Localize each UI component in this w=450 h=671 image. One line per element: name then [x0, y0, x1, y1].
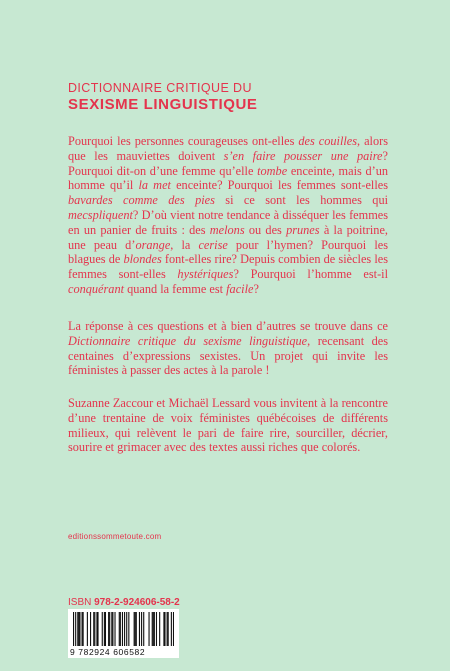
text-run: Pourquoi les personnes courageuses ont-elles: [68, 134, 299, 148]
barcode-bar: [102, 612, 103, 646]
barcode-bar: [93, 612, 94, 646]
paragraph-answer: [68, 319, 388, 378]
barcode-bar: [152, 612, 153, 646]
italic-text-run: orange: [135, 237, 171, 252]
italic-text-run: Dictionnaire critique du sexisme linguistique: [68, 333, 308, 348]
barcode-bar: [112, 612, 113, 646]
barcode-bar: [114, 612, 115, 646]
barcode-bar: [173, 612, 174, 646]
italic-text-run: mecspliquent: [68, 207, 133, 222]
barcode-bar: [97, 612, 98, 646]
barcode-bar: [73, 612, 74, 646]
barcode-bar: [79, 612, 80, 646]
text-run: , alors que les mauviettes doivent: [68, 134, 388, 163]
barcode-bar: [124, 612, 125, 646]
text-run: ou des: [244, 222, 287, 237]
italic-text-run: bavardes comme des pies: [68, 193, 215, 208]
barcode-bar: [128, 612, 129, 646]
barcode-bar: [119, 612, 120, 646]
barcode-bar: [90, 612, 91, 646]
italic-text-run: tombe: [257, 163, 288, 178]
barcode-bar: [109, 612, 110, 646]
barcode-bar: [78, 612, 79, 646]
text-run: quand la femme est: [124, 281, 227, 296]
barcode-bar: [82, 612, 83, 646]
barcode-bar: [120, 612, 121, 646]
barcode-bar: [134, 612, 135, 646]
barcode-bars: [73, 612, 174, 646]
barcode-bar: [136, 612, 137, 646]
text-run: pour l’hymen? Pourquoi les blagues de: [68, 237, 388, 267]
text-run: ?: [253, 281, 259, 296]
barcode-bar: [163, 612, 164, 646]
barcode-bar: [148, 612, 149, 646]
barcode-bar: [104, 612, 105, 646]
isbn-number: 978-2-924606-58-2: [94, 597, 180, 608]
barcode-bar: [108, 612, 109, 646]
barcode-bar: [87, 612, 88, 646]
italic-text-run: conquérant: [68, 281, 125, 296]
paragraph-authors: [68, 396, 388, 455]
barcode-bar: [154, 612, 155, 646]
italic-text-run: facile: [226, 281, 254, 296]
italic-text-run: des couilles: [298, 134, 358, 148]
barcode-bar: [141, 612, 142, 646]
barcode-bar: [75, 612, 76, 646]
isbn-line: [68, 598, 180, 608]
barcode-bar: [135, 612, 136, 646]
isbn-label: ISBN: [68, 597, 92, 608]
italic-text-run: blondes: [123, 252, 162, 267]
barcode-bar: [156, 612, 157, 646]
barcode-bar: [126, 612, 127, 646]
barcode: [68, 609, 179, 658]
barcode-digits: 9 782924 606582: [70, 646, 146, 657]
text-run: si ce sont les hommes qui: [214, 193, 389, 208]
barcode-bar: [143, 612, 144, 646]
italic-text-run: prunes: [286, 222, 320, 237]
text-run: Suzanne Zaccour et Michaël Lessard vous invitent à la rencontre d’une trentaine de voix féministes québécoises de différents milieux, qui relèvent le pari de faire rire, sourciller, décrier, sourire et grimacer avec des textes aussi riches que colorés.: [68, 396, 388, 455]
text-run: font-elles rire? Depuis combien de siècles les femmes sont-elles: [68, 252, 388, 282]
italic-text-run: s’en faire pousser une paire: [223, 148, 383, 163]
barcode-bar: [167, 612, 168, 646]
barcode-bar: [171, 612, 172, 646]
barcode-bar: [105, 612, 106, 646]
title-line-2: SEXISME LINGUISTIQUE: [68, 95, 258, 113]
text-run: enceinte? Pourquoi les femmes sont-elles: [170, 178, 388, 193]
text-run: ? D’où vient notre tendance à disséquer les femmes en un panier de fruits : des: [68, 207, 388, 237]
barcode-bar: [153, 612, 154, 646]
italic-text-run: hystériques: [177, 267, 234, 282]
barcode-bar: [168, 612, 169, 646]
barcode-bar: [111, 612, 112, 646]
text-run: , la: [170, 237, 199, 252]
barcode-bar: [122, 612, 123, 646]
text-run: La réponse à ces questions et à bien d’autres se trouve dans ce: [68, 319, 388, 333]
text-run: ? Pourquoi l’homme est-il: [233, 267, 389, 282]
italic-text-run: melons: [209, 222, 245, 237]
italic-text-run: la met: [138, 178, 171, 193]
barcode-bar: [94, 612, 95, 646]
barcode-bar: [96, 612, 97, 646]
text-run: enceinte, mais d’un homme qu’il: [68, 163, 388, 193]
publisher-website: editionssommetoute.com: [68, 532, 162, 541]
text-run: ? Pourquoi dit-on d’une femme qu’elle: [68, 148, 388, 178]
barcode-bar: [83, 612, 84, 646]
barcode-bar: [77, 612, 78, 646]
text-run: , recensant des centaines d’expressions sexistes. Un projet qui invite les féministes à passer des actes à la parole !: [68, 333, 388, 378]
barcode-bar: [139, 612, 140, 646]
book-title: [68, 82, 388, 112]
text-run: à la poitrine, une peau d’: [68, 222, 388, 252]
title-line-1: DICTIONNAIRE CRITIQUE DU: [68, 81, 252, 95]
italic-text-run: cerise: [198, 237, 228, 252]
paragraph-questions: [68, 134, 388, 297]
barcode-bar: [159, 612, 160, 646]
barcode-bar: [164, 612, 165, 646]
